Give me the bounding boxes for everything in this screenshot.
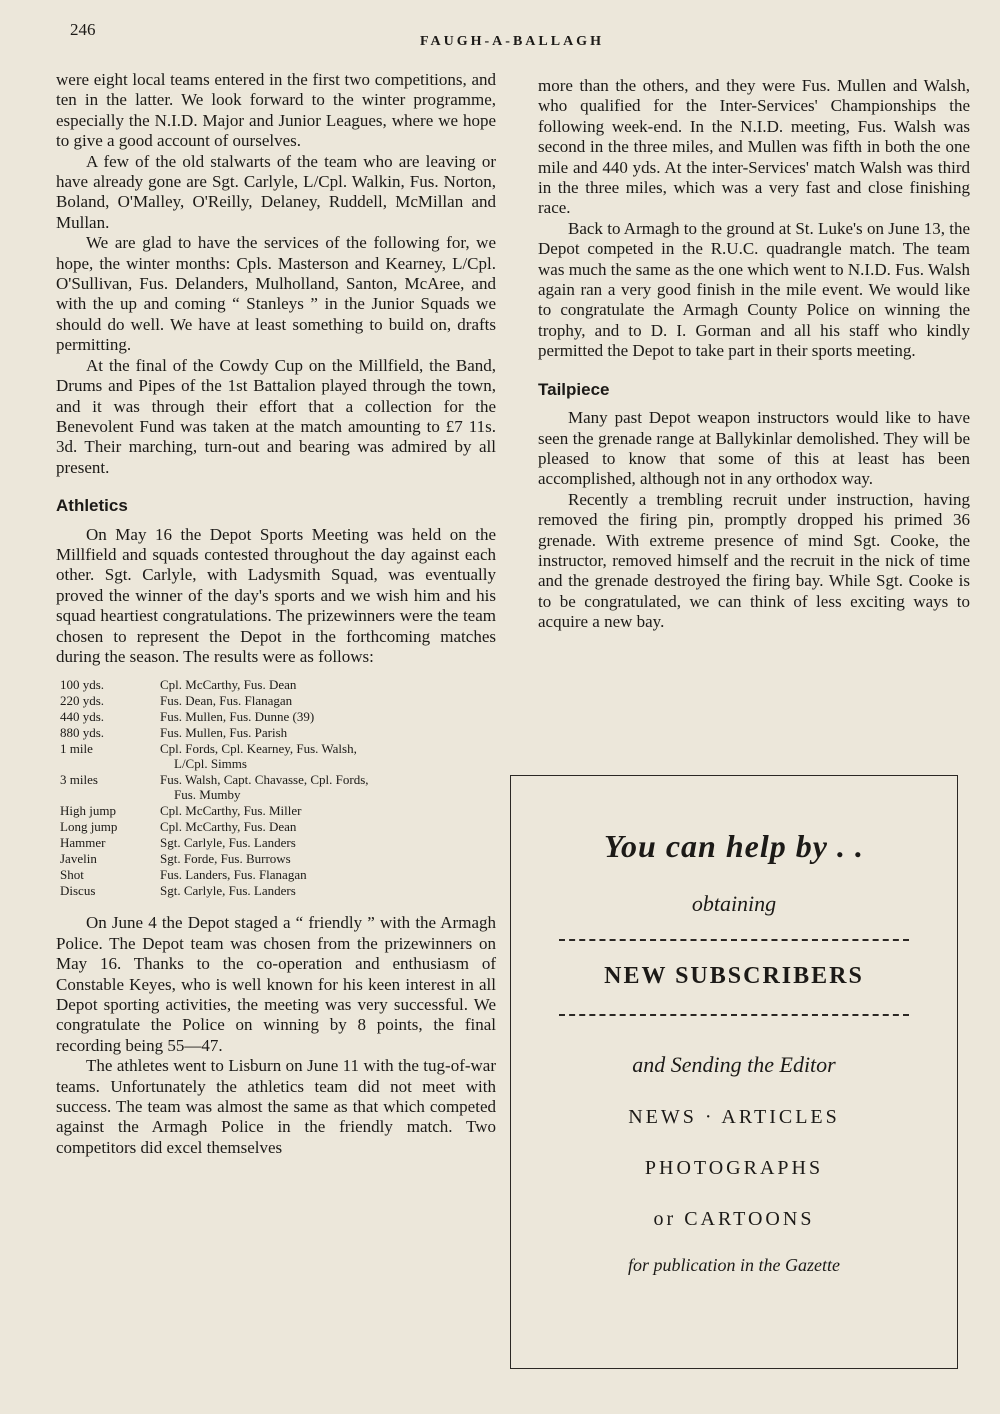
results-row — [60, 741, 369, 772]
results-row — [60, 709, 369, 725]
results-names — [160, 867, 369, 883]
results-names-line: Fus. Landers, Fus. Flanagan — [160, 867, 307, 883]
results-row — [60, 772, 369, 803]
results-names-line: Sgt. Carlyle, Fus. Landers — [160, 883, 296, 899]
results-names-line: Fus. Mullen, Fus. Parish — [160, 725, 288, 741]
results-row — [60, 725, 369, 741]
paragraph: At the final of the Cowdy Cup on the Millfield, the Band, Drums and Pipes of the 1st Battalion played through the town, and it was through their effort that a collection for the Benevolent Fund was taken at the match amounting to £7 11s. 3d. Their marching, turn-out and bearing was admired by all present. — [56, 355, 496, 477]
results-names — [160, 677, 369, 693]
subscription-advert — [510, 775, 958, 1369]
results-names-line: Sgt. Carlyle, Fus. Landers — [160, 835, 296, 851]
results-names-line: Cpl. Fords, Cpl. Kearney, Fus. Walsh, — [160, 741, 357, 757]
results-row — [60, 677, 369, 693]
results-event: 3 miles — [60, 772, 98, 788]
advert-photographs: PHOTOGRAPHS — [644, 1157, 824, 1179]
page-number: 246 — [70, 20, 96, 39]
paragraph: The athletes went to Lisburn on June 11 with the tug-of-war teams. Unfortunately the athletics team did not meet with success. The team was almost the same as that which competed against the Armagh Police in the friendly match. Two competitors did excel themselves — [56, 1056, 496, 1157]
advert-new-subscribers: NEW SUBSCRIBERS — [604, 963, 864, 989]
results-event: High jump — [60, 803, 116, 819]
results-row — [60, 883, 369, 899]
results-names — [160, 709, 369, 725]
paragraph: Recently a trembling recruit under instruction, having removed the firing pin, promptly dropped his primed 36 grenade. With extreme presence of mind Sgt. Cooke, the instructor, removed himself and the recruit in the nick of time and the grenade destroyed the firing bay. While Sgt. Cooke is to be congratulated, we can think of less exciting ways to acquire a new bay. — [538, 489, 970, 632]
results-event: Shot — [60, 867, 84, 883]
advert-divider — [559, 939, 909, 941]
results-event: Discus — [60, 883, 96, 899]
advert-news-articles: NEWS · ARTICLES — [628, 1106, 840, 1128]
results-names-line: Fus. Dean, Fus. Flanagan — [160, 693, 293, 709]
results-names-line: Cpl. McCarthy, Fus. Dean — [160, 677, 297, 693]
results-event: 100 yds. — [60, 677, 105, 693]
advert-obtaining: obtaining — [691, 891, 777, 916]
paragraph: were eight local teams entered in the first two competitions, and ten in the latter. We look forward to the winter programme, especially the N.I.D. Major and Junior Leagues, where we hope to give a good account of ourselves. — [56, 70, 496, 151]
advert-headline: You can help by . . — [604, 828, 864, 864]
results-names-continuation: L/Cpl. Simms — [174, 756, 247, 772]
results-row — [60, 819, 369, 835]
results-table — [60, 677, 369, 899]
results-names — [160, 819, 369, 835]
paragraph: We are glad to have the services of the following for, we hope, the winter months: Cpls. Masterson and Kearney, L/Cpl. O'Sullivan, Fus. Delanders, Mulholland, Santon, McAree, and with the up and coming “ Stanleys ” in the Junior Squads we should do well. We have at least something to build on, drafts permitting. — [56, 233, 496, 355]
results-names-line: Sgt. Forde, Fus. Burrows — [160, 851, 291, 867]
results-names — [160, 725, 369, 741]
results-names — [160, 693, 369, 709]
section-heading-athletics: Athletics — [56, 496, 128, 516]
results-names-line: Fus. Walsh, Capt. Chavasse, Cpl. Fords, — [160, 772, 369, 788]
results-row — [60, 803, 369, 819]
results-event: Hammer — [60, 835, 106, 851]
results-row — [60, 867, 369, 883]
results-names — [160, 835, 369, 851]
advert-sending: and Sending the Editor — [632, 1052, 836, 1077]
results-event: 220 yds. — [60, 693, 105, 709]
left-column — [56, 70, 496, 1158]
results-event: Javelin — [60, 851, 97, 867]
results-row — [60, 851, 369, 867]
paragraph: On May 16 the Depot Sports Meeting was held on the Millfield and squads contested throughout the day against each other. Sgt. Carlyle, with Ladysmith Squad, was eventually proved the winner of the day's sports and we wish him and his squad heartiest congratulations. The prizewinners were the team chosen to represent the Depot in the forthcoming matches during the season. The results were as follows: — [56, 524, 496, 666]
results-names-continuation: Fus. Mumby — [174, 787, 241, 803]
results-event: 880 yds. — [60, 725, 105, 741]
results-names — [160, 883, 369, 899]
paragraph: Back to Armagh to the ground at St. Luke's on June 13, the Depot competed in the R.U.C. quadrangle match. The team was much the same as the one which went to N.I.D. Fus. Walsh again ran a very good finish in the mile event. We would like to congratulate the Armagh County Police on winning the trophy, and to D. I. Gorman and all his staff who kindly permitted the Depot to take part in their sports meeting. — [538, 218, 970, 361]
results-names-line: Cpl. McCarthy, Fus. Dean — [160, 819, 297, 835]
paragraph: On June 4 the Depot staged a “ friendly ” with the Armagh Police. The Depot team was chosen from the prizewinners on May 16. Thanks to the co-operation and enthusiasm of Constable Keyes, who is well known for his keen interest in all Depot sporting activities, the meeting was very successful. We congratulate the Police on winning by 8 points, the final recording being 55—47. — [56, 913, 496, 1055]
results-names — [160, 741, 369, 772]
results-names-line: Cpl. McCarthy, Fus. Miller — [160, 803, 302, 819]
results-event: 440 yds. — [60, 709, 105, 725]
results-row — [60, 693, 369, 709]
results-event: 1 mile — [60, 741, 93, 757]
paragraph: Many past Depot weapon instructors would like to have seen the grenade range at Ballykinlar demolished. They will be pleased to know that some of this at least has been accomplished, although not in any orthodox way. — [538, 408, 970, 489]
running-head: FAUGH-A-BALLAGH — [420, 34, 604, 49]
results-names — [160, 803, 369, 819]
results-names-line: Fus. Mullen, Fus. Dunne (39) — [160, 709, 315, 725]
results-names — [160, 851, 369, 867]
results-row — [60, 835, 369, 851]
paragraph: more than the others, and they were Fus. Mullen and Walsh, who qualified for the Inter-Services' Championships the following week-end. In the N.I.D. meeting, Fus. Walsh was second in the three miles, and Mullen was fifth in both the one mile and 440 yds. At the inter-Services' match Walsh was third in the three miles, which was a very fast and close finishing race. — [538, 76, 970, 218]
advert-footer: for publication in the Gazette — [628, 1255, 840, 1275]
right-column — [538, 76, 970, 633]
results-event: Long jump — [60, 819, 118, 835]
paragraph: A few of the old stalwarts of the team who are leaving or have already gone are Sgt. Carlyle, L/Cpl. Walkin, Fus. Norton, Boland, O'Malley, O'Reilly, Delaney, Ruddell, McMillan and Mullan. — [56, 151, 496, 232]
results-names — [160, 772, 369, 803]
advert-cartoons: or CARTOONS — [653, 1208, 815, 1230]
section-heading-tailpiece: Tailpiece — [538, 379, 610, 399]
advert-divider — [559, 1014, 909, 1016]
